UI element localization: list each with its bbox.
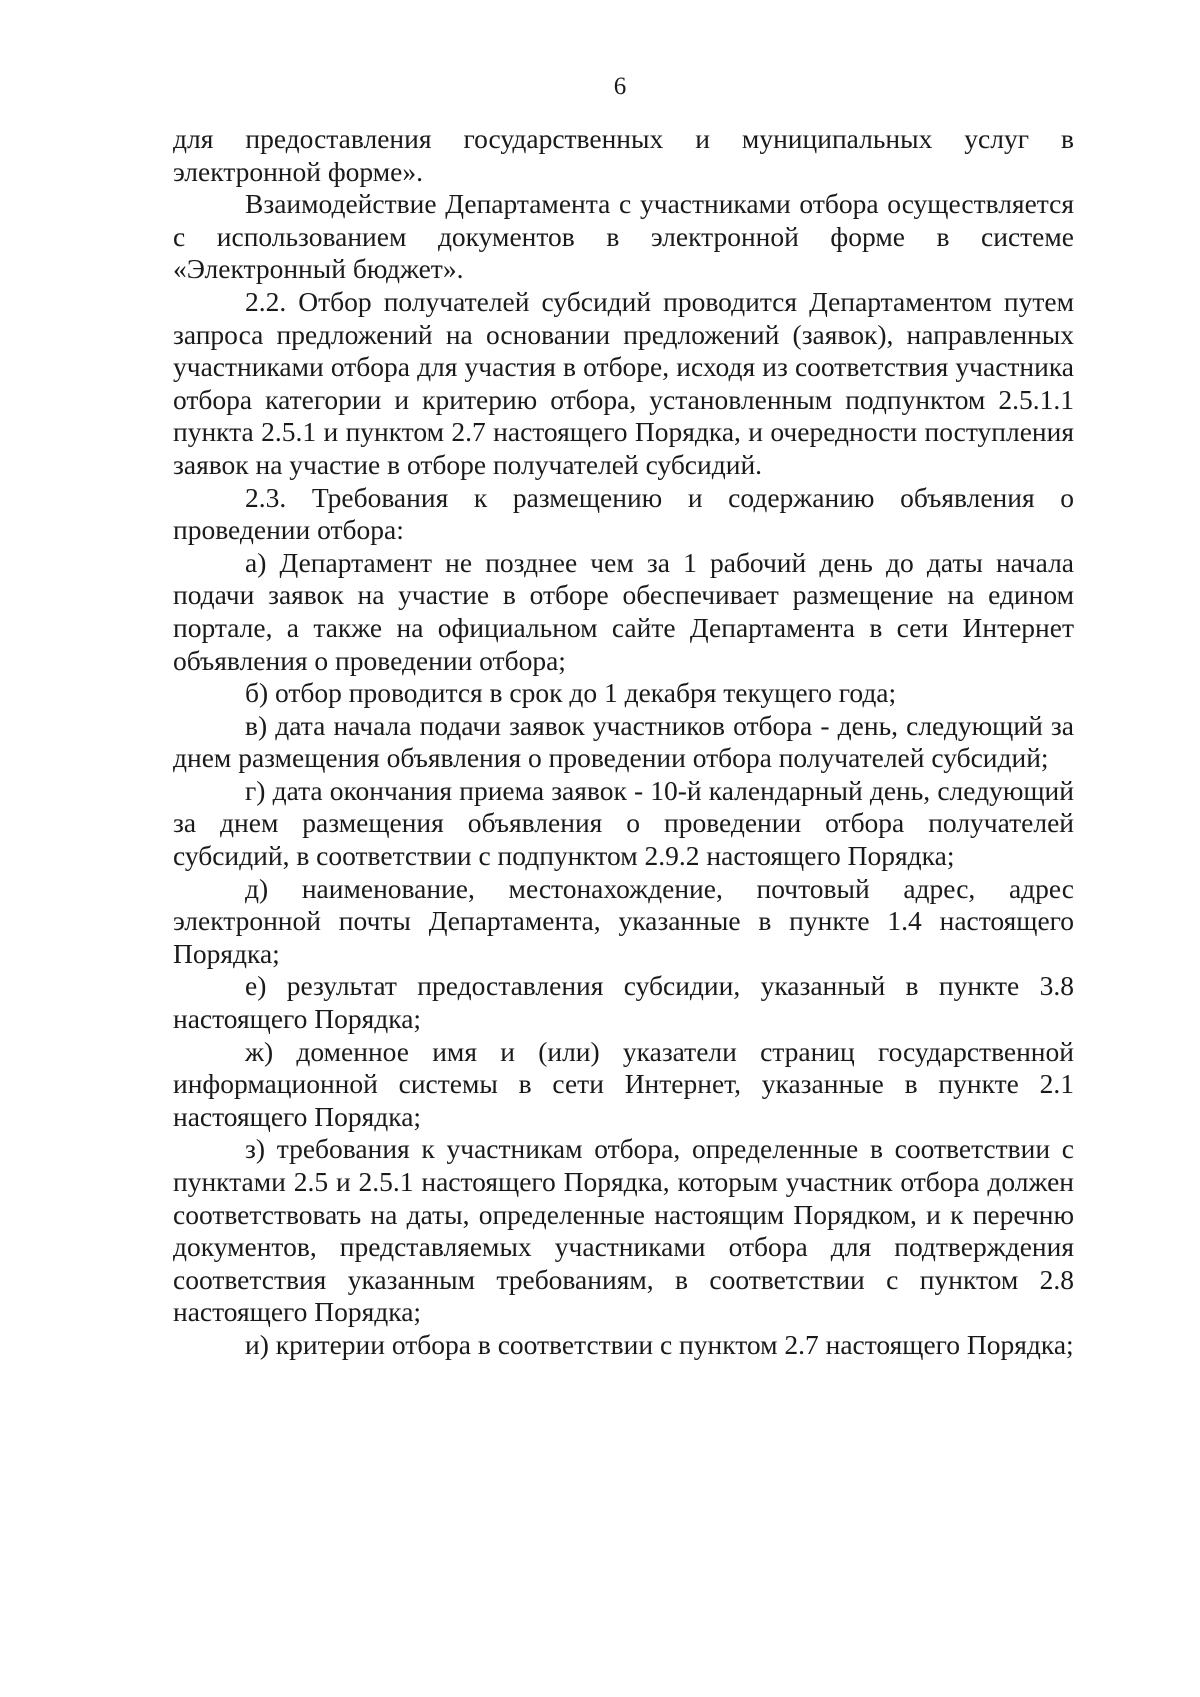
document-body xyxy=(173,123,1074,1362)
list-item-i: и) критерии отбора в соответствии с пунктом 2.7 настоящего Порядка; xyxy=(245,1328,1074,1360)
page-number: 6 xyxy=(613,73,627,100)
list-item-z: з) требования к участникам отбора, определенные в соответствии с пунктами 2.5 и 2.5.1 настоящего Порядка, которым участник отбора должен соответствовать на даты, определенные настоящим Порядком, и к перечню документов, представляемых участниками отбора для подтверждения соответствия указанным требованиям, в соответствии с пунктом 2.8 настоящего Порядка; xyxy=(173,1133,1074,1328)
list-item-a: а) Департамент не позднее чем за 1 рабочий день до даты начала подачи заявок на участие в отборе обеспечивает размещение на едином портале, а также на официальном сайте Департамента в сети Интернет объявления о проведении отбора; xyxy=(173,546,1074,676)
list-item-v: в) дата начала подачи заявок участников отбора - день, следующий за днем размещения объявления о проведении отбора получателей субсидий; xyxy=(173,709,1074,774)
list-item-zh: ж) доменное имя и (или) указатели страниц государственной информационной системы в сети Интернет, указанные в пункте 2.1 настоящего Порядка; xyxy=(173,1035,1074,1132)
list-item-d: д) наименование, местонахождение, почтовый адрес, адрес электронной почты Департамента, указанные в пункте 1.4 настоящего Порядка; xyxy=(173,872,1074,969)
list-item-g: г) дата окончания приема заявок - 10-й календарный день, следующий за днем размещения объявления о проведении отбора получателей субсидий, в соответствии с подпунктом 2.9.2 настоящего Порядка; xyxy=(173,774,1074,872)
paragraph-2-2: 2.2. Отбор получателей субсидий проводится Департаментом путем запроса предложений на основании предложений (заявок), направленных участниками отбора для участия в отборе, исходя из соответствия участника отбора категории и критерию отбора, установленным подпунктом 2.5.1.1 пункта 2.5.1 и пунктом 2.7 настоящего Порядка, и очередности поступления заявок на участие в отборе получателей субсидий. xyxy=(173,285,1074,480)
list-item-e: е) результат предоставления субсидии, указанный в пункте 3.8 настоящего Порядка; xyxy=(173,970,1074,1035)
paragraph-2-3: 2.3. Требования к размещению и содержанию объявления о проведении отбора: xyxy=(173,481,1074,546)
paragraph-continuation: для предоставления государственных и муниципальных услуг в электронной форме». xyxy=(173,123,1074,187)
paragraph-interaction: Взаимодействие Департамента с участниками отбора осуществляется с использованием документов в электронной форме в системе «Электронный бюджет». xyxy=(173,188,1074,285)
list-item-b: б) отбор проводится в срок до 1 декабря текущего года; xyxy=(245,677,897,709)
